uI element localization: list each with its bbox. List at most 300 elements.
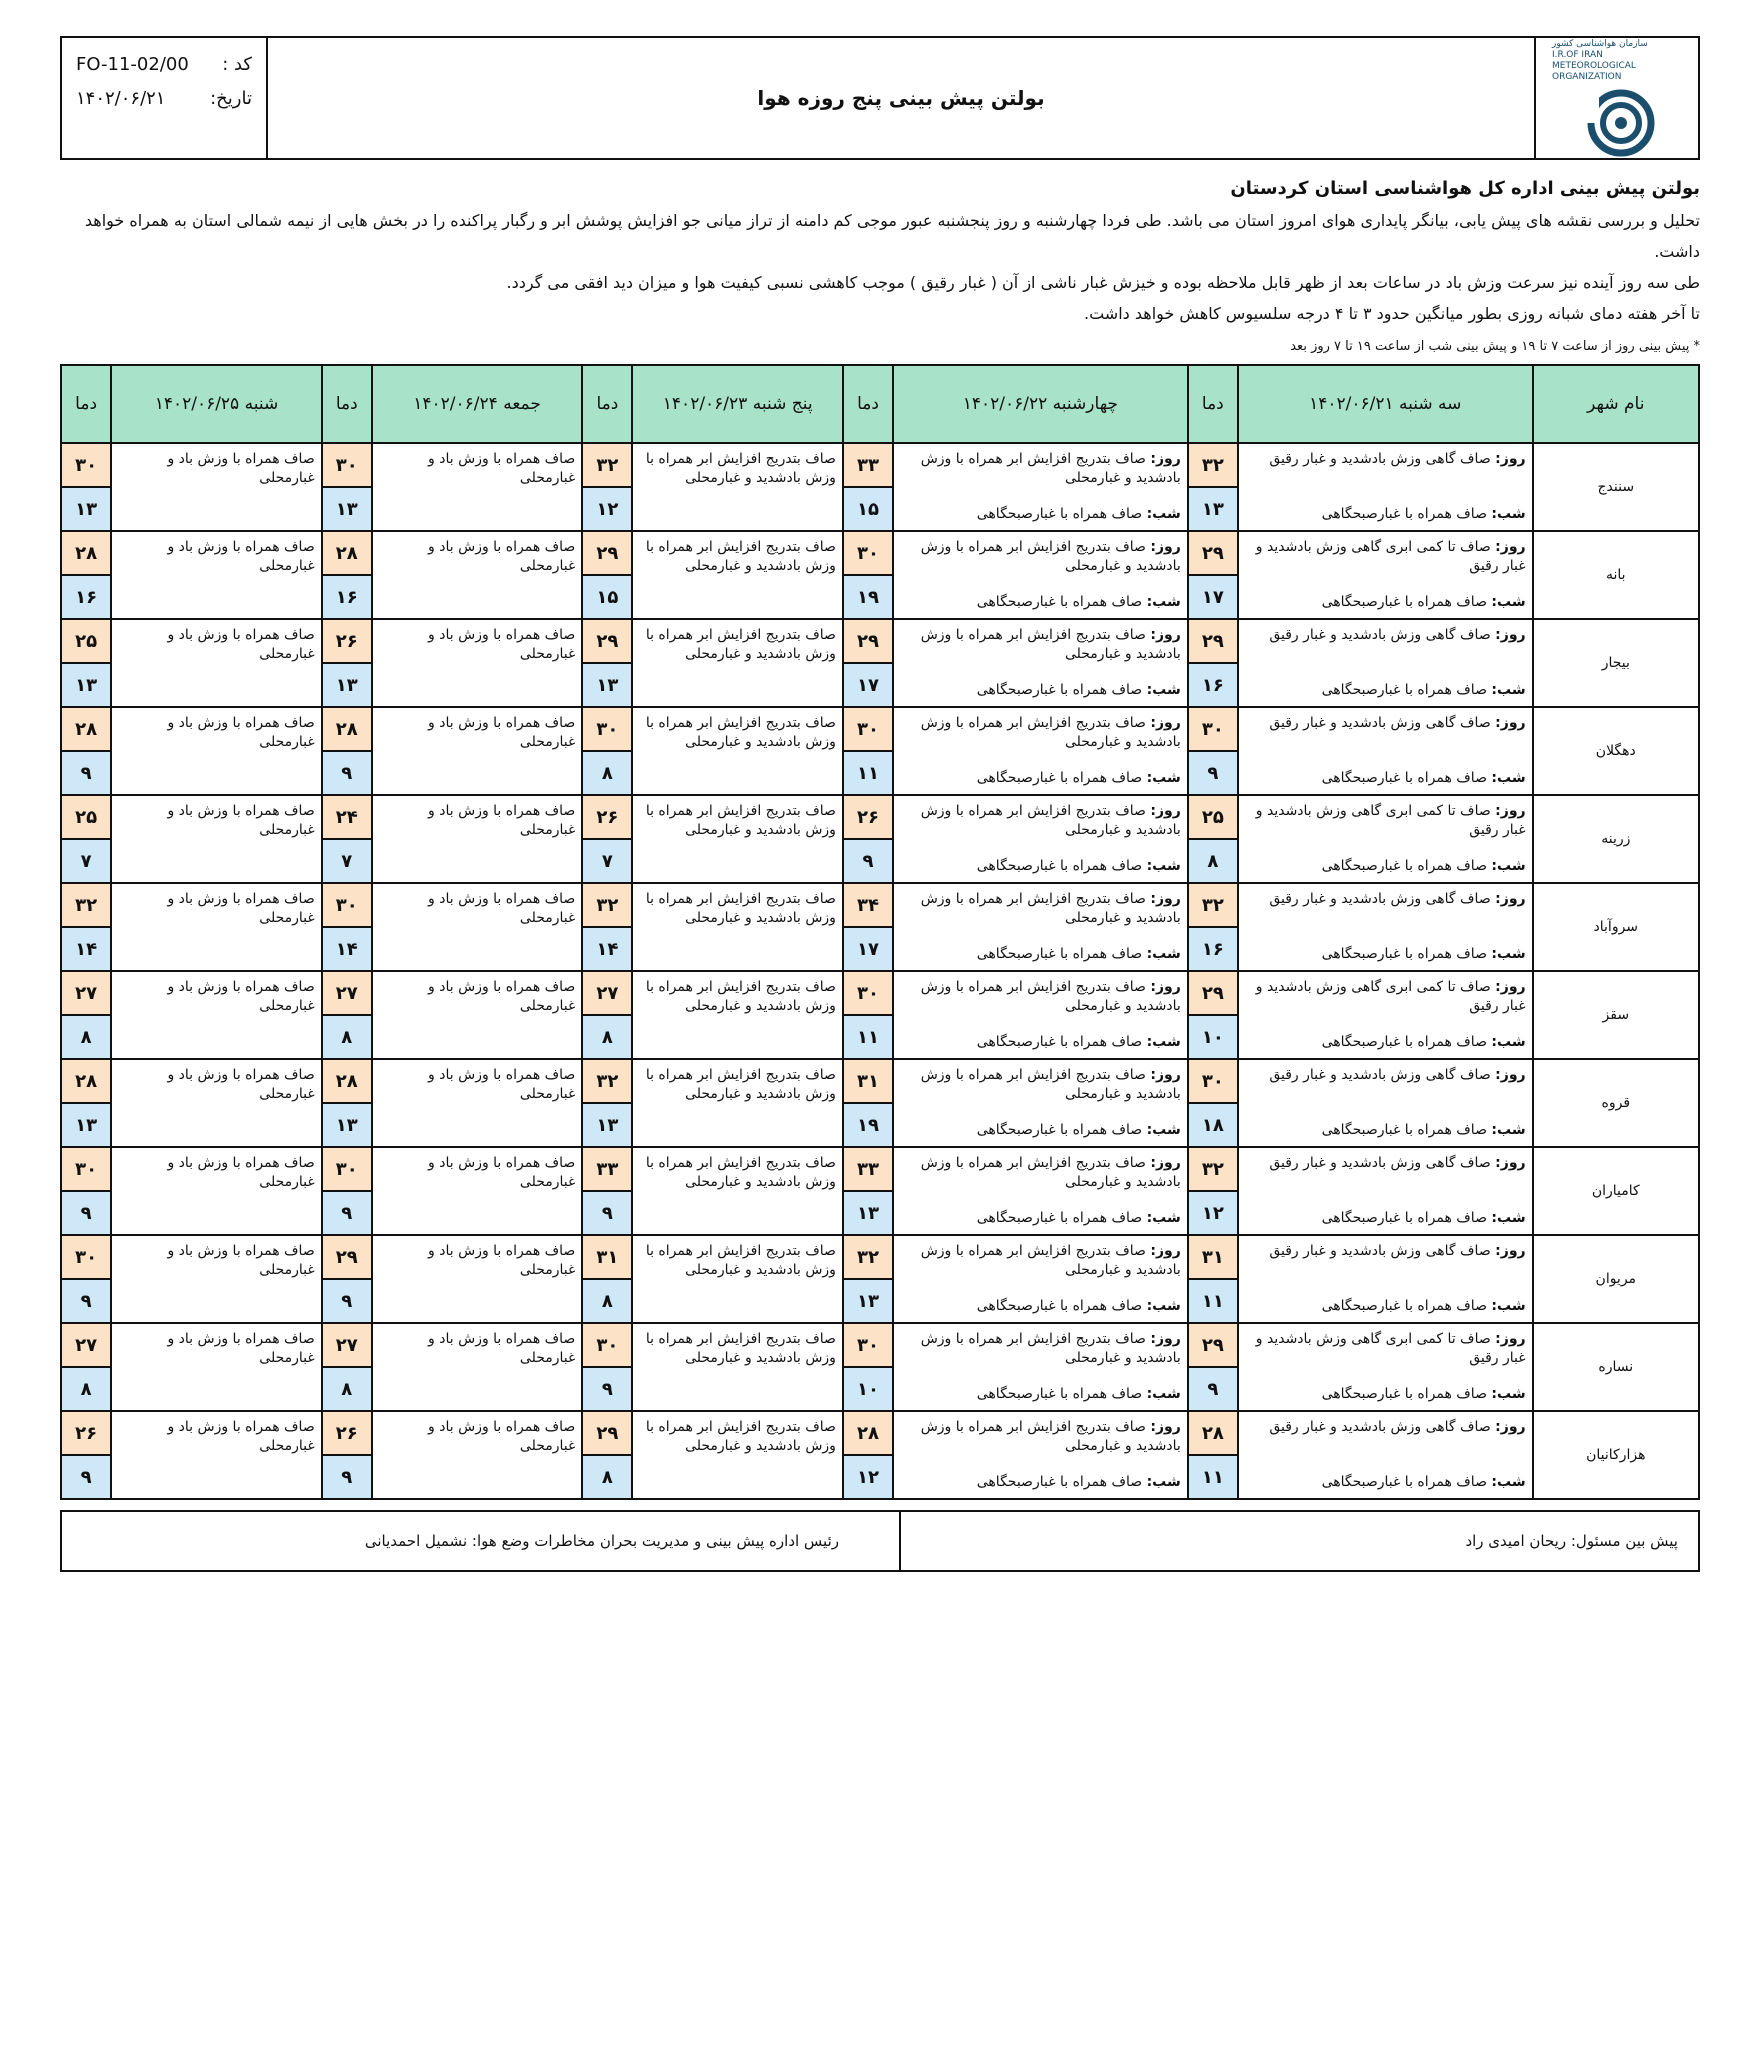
max-temp: ۲۶ (323, 620, 371, 664)
min-temp: ۹ (62, 1192, 110, 1234)
min-temp: ۱۲ (844, 1456, 892, 1498)
forecast-table (60, 364, 1700, 1500)
day-label: روز: (1150, 803, 1181, 819)
night-forecast-text: صاف همراه با غبارصبحگاهی (1321, 1386, 1487, 1402)
forecast-day-1 (1238, 795, 1533, 883)
day-forecast-text: صاف بتدریج افزایش ابر همراه با وزش بادشدید و غبارمحلی (920, 891, 1181, 926)
city-name: سروآباد (1533, 883, 1699, 971)
bulletin-text (60, 205, 1700, 329)
table-row (61, 1235, 1699, 1323)
forecast-day-3: صاف بتدریج افزایش ابر همراه با وزش بادشدید و غبارمحلی (632, 1411, 843, 1499)
min-temp: ۷ (583, 840, 631, 882)
day-forecast-text: صاف گاهی وزش بادشدید و غبار رقیق (1269, 627, 1491, 643)
day-forecast-text: صاف تا کمی ابری گاهی وزش بادشدید و غبار رقیق (1255, 979, 1526, 1014)
max-temp: ۳۲ (583, 884, 631, 928)
max-temp: ۲۶ (844, 796, 892, 840)
min-temp: ۸ (323, 1368, 371, 1410)
day-label: روز: (1495, 1067, 1526, 1083)
temp-cell (1188, 795, 1238, 883)
table-row (61, 883, 1699, 971)
day-forecast-text: صاف گاهی وزش بادشدید و غبار رقیق (1269, 451, 1491, 467)
forecast-day-3: صاف بتدریج افزایش ابر همراه با وزش بادشدید و غبارمحلی (632, 707, 843, 795)
min-temp: ۱۶ (1189, 928, 1237, 970)
min-temp: ۷ (323, 840, 371, 882)
min-temp: ۸ (583, 1280, 631, 1322)
night-label: شب: (1491, 1298, 1526, 1314)
max-temp: ۳۱ (844, 1060, 892, 1104)
night-forecast-text: صاف همراه با غبارصبحگاهی (1321, 858, 1487, 874)
max-temp: ۲۷ (62, 1324, 110, 1368)
city-name: قروه (1533, 1059, 1699, 1147)
org-name-en-3: ORGANIZATION (1552, 72, 1622, 82)
forecast-day-1 (1238, 971, 1533, 1059)
max-temp: ۳۰ (62, 1236, 110, 1280)
forecast-day-5: صاف همراه با وزش باد و غبارمحلی (111, 531, 322, 619)
min-temp: ۹ (323, 1192, 371, 1234)
temp-cell (582, 1059, 632, 1147)
city-name: زرینه (1533, 795, 1699, 883)
temp-cell (61, 443, 111, 531)
day-forecast-text: صاف بتدریج افزایش ابر همراه با وزش بادشدید و غبارمحلی (920, 1155, 1181, 1190)
min-temp: ۸ (62, 1016, 110, 1058)
forecast-day-5: صاف همراه با وزش باد و غبارمحلی (111, 1411, 322, 1499)
max-temp: ۲۷ (62, 972, 110, 1016)
night-forecast-text: صاف همراه با غبارصبحگاهی (1321, 1210, 1487, 1226)
min-temp: ۱۴ (583, 928, 631, 970)
max-temp: ۲۹ (844, 620, 892, 664)
day-label: روز: (1495, 1419, 1526, 1435)
max-temp: ۳۲ (844, 1236, 892, 1280)
forecast-day-3: صاف بتدریج افزایش ابر همراه با وزش بادشدید و غبارمحلی (632, 531, 843, 619)
night-label: شب: (1146, 1298, 1181, 1314)
table-row (61, 1411, 1699, 1499)
temp-cell (61, 971, 111, 1059)
forecast-day-1 (1238, 1323, 1533, 1411)
min-temp: ۱۴ (323, 928, 371, 970)
min-temp: ۸ (62, 1368, 110, 1410)
temp-cell (582, 971, 632, 1059)
min-temp: ۱۳ (323, 488, 371, 530)
meteorological-logo-icon (1577, 87, 1657, 157)
min-temp: ۱۹ (844, 576, 892, 618)
forecast-day-5: صاف همراه با وزش باد و غبارمحلی (111, 883, 322, 971)
night-label: شب: (1146, 946, 1181, 962)
day-label: روز: (1150, 715, 1181, 731)
col-temp-header: دما (1188, 365, 1238, 443)
max-temp: ۳۰ (323, 884, 371, 928)
day-forecast-text: صاف بتدریج افزایش ابر همراه با وزش بادشدید و غبارمحلی (920, 1419, 1181, 1454)
max-temp: ۳۰ (62, 444, 110, 488)
forecast-day-1 (1238, 443, 1533, 531)
night-label: شب: (1146, 858, 1181, 874)
temp-cell (1188, 971, 1238, 1059)
min-temp: ۱۶ (323, 576, 371, 618)
max-temp: ۲۵ (62, 796, 110, 840)
day-label: روز: (1495, 715, 1526, 731)
day-label: روز: (1495, 979, 1526, 995)
min-temp: ۹ (323, 1456, 371, 1498)
night-forecast-text: صاف همراه با غبارصبحگاهی (976, 858, 1143, 874)
max-temp: ۳۲ (1189, 1148, 1237, 1192)
temp-cell (61, 1323, 111, 1411)
temp-cell (843, 443, 893, 531)
temp-cell (1188, 619, 1238, 707)
forecast-day-3: صاف بتدریج افزایش ابر همراه با وزش بادشدید و غبارمحلی (632, 795, 843, 883)
min-temp: ۱۰ (1189, 1016, 1237, 1058)
day-forecast-text: صاف تا کمی ابری گاهی وزش بادشدید و غبار رقیق (1255, 539, 1526, 574)
day-forecast-text: صاف تا کمی ابری گاهی وزش بادشدید و غبار رقیق (1255, 803, 1526, 838)
temp-cell (843, 1147, 893, 1235)
temp-cell (843, 971, 893, 1059)
max-temp: ۲۸ (323, 1060, 371, 1104)
day-label: روز: (1495, 627, 1526, 643)
forecast-day-2 (893, 1059, 1188, 1147)
forecast-day-4: صاف همراه با وزش باد و غبارمحلی (372, 1323, 583, 1411)
forecast-day-4: صاف همراه با وزش باد و غبارمحلی (372, 1411, 583, 1499)
temp-cell (582, 795, 632, 883)
temp-cell (61, 707, 111, 795)
forecast-day-5: صاف همراه با وزش باد و غبارمحلی (111, 971, 322, 1059)
day-forecast-text: صاف بتدریج افزایش ابر همراه با وزش بادشدید و غبارمحلی (920, 1331, 1181, 1366)
night-label: شب: (1146, 770, 1181, 786)
min-temp: ۱۳ (583, 664, 631, 706)
day-label: روز: (1150, 1243, 1181, 1259)
min-temp: ۱۸ (1189, 1104, 1237, 1146)
day-label: روز: (1150, 1419, 1181, 1435)
col-temp-header: دما (61, 365, 111, 443)
min-temp: ۱۲ (1189, 1192, 1237, 1234)
day-forecast-text: صاف بتدریج افزایش ابر همراه با وزش بادشدید و غبارمحلی (920, 803, 1181, 838)
night-forecast-text: صاف همراه با غبارصبحگاهی (976, 946, 1143, 962)
night-forecast-text: صاف همراه با غبارصبحگاهی (976, 1034, 1143, 1050)
max-temp: ۳۳ (844, 1148, 892, 1192)
temp-cell (322, 971, 372, 1059)
min-temp: ۱۱ (1189, 1280, 1237, 1322)
bulletin-page (60, 36, 1700, 1572)
forecast-day-2 (893, 883, 1188, 971)
min-temp: ۱۱ (844, 752, 892, 794)
max-temp: ۳۲ (1189, 444, 1237, 488)
day-forecast-text: صاف گاهی وزش بادشدید و غبار رقیق (1269, 715, 1491, 731)
night-label: شب: (1491, 1474, 1526, 1490)
min-temp: ۱۳ (583, 1104, 631, 1146)
forecast-day-4: صاف همراه با وزش باد و غبارمحلی (372, 707, 583, 795)
temp-cell (1188, 531, 1238, 619)
min-temp: ۹ (1189, 1368, 1237, 1410)
max-temp: ۲۶ (583, 796, 631, 840)
min-temp: ۱۷ (1189, 576, 1237, 618)
table-row (61, 795, 1699, 883)
date-label: تاریخ: (210, 88, 252, 109)
city-name: کامیاران (1533, 1147, 1699, 1235)
temp-cell (322, 531, 372, 619)
city-name: بیجار (1533, 619, 1699, 707)
max-temp: ۲۸ (62, 1060, 110, 1104)
bulletin-title: بولتن پیش بینی اداره کل هواشناسی استان کردستان (1230, 178, 1700, 199)
max-temp: ۲۹ (1189, 532, 1237, 576)
day-label: روز: (1495, 891, 1526, 907)
code-label: کد : (222, 54, 252, 75)
night-forecast-text: صاف همراه با غبارصبحگاهی (976, 1474, 1143, 1490)
day-forecast-text: صاف گاهی وزش بادشدید و غبار رقیق (1269, 1067, 1491, 1083)
min-temp: ۱۱ (844, 1016, 892, 1058)
min-temp: ۹ (62, 752, 110, 794)
temp-cell (322, 1147, 372, 1235)
temp-cell (1188, 883, 1238, 971)
temp-cell (1188, 707, 1238, 795)
night-forecast-text: صاف همراه با غبارصبحگاهی (976, 1386, 1143, 1402)
max-temp: ۳۳ (583, 1148, 631, 1192)
day-label: روز: (1150, 1067, 1181, 1083)
max-temp: ۲۹ (583, 620, 631, 664)
night-forecast-text: صاف همراه با غبارصبحگاهی (976, 682, 1143, 698)
forecast-day-1 (1238, 1411, 1533, 1499)
min-temp: ۱۶ (62, 576, 110, 618)
forecast-day-4: صاف همراه با وزش باد و غبارمحلی (372, 531, 583, 619)
day-forecast-text: صاف بتدریج افزایش ابر همراه با وزش بادشدید و غبارمحلی (920, 539, 1181, 574)
max-temp: ۳۱ (583, 1236, 631, 1280)
table-row (61, 971, 1699, 1059)
max-temp: ۳۲ (1189, 884, 1237, 928)
max-temp: ۳۰ (1189, 708, 1237, 752)
night-label: شب: (1146, 506, 1181, 522)
max-temp: ۳۰ (844, 532, 892, 576)
max-temp: ۲۸ (62, 532, 110, 576)
max-temp: ۳۰ (1189, 1060, 1237, 1104)
night-forecast-text: صاف همراه با غبارصبحگاهی (1321, 594, 1487, 610)
table-row (61, 1059, 1699, 1147)
temp-cell (843, 1411, 893, 1499)
temp-cell (582, 1411, 632, 1499)
day-label: روز: (1150, 979, 1181, 995)
day-label: روز: (1495, 1155, 1526, 1171)
forecast-day-2 (893, 707, 1188, 795)
forecast-day-3: صاف بتدریج افزایش ابر همراه با وزش بادشدید و غبارمحلی (632, 1059, 843, 1147)
day-forecast-text: صاف بتدریج افزایش ابر همراه با وزش بادشدید و غبارمحلی (920, 715, 1181, 750)
temp-cell (582, 707, 632, 795)
temp-cell (61, 1235, 111, 1323)
forecast-day-3: صاف بتدریج افزایش ابر همراه با وزش بادشدید و غبارمحلی (632, 1323, 843, 1411)
temp-cell (843, 1235, 893, 1323)
forecast-day-4: صاف همراه با وزش باد و غبارمحلی (372, 883, 583, 971)
forecast-day-2 (893, 531, 1188, 619)
max-temp: ۲۷ (323, 972, 371, 1016)
day-label: روز: (1495, 803, 1526, 819)
max-temp: ۳۰ (323, 1148, 371, 1192)
max-temp: ۲۶ (323, 1412, 371, 1456)
day-forecast-text: صاف گاهی وزش بادشدید و غبار رقیق (1269, 1155, 1491, 1171)
temp-cell (582, 1235, 632, 1323)
temp-cell (322, 443, 372, 531)
max-temp: ۳۰ (583, 708, 631, 752)
min-temp: ۸ (583, 752, 631, 794)
col-temp-header: دما (322, 365, 372, 443)
forecast-day-2 (893, 619, 1188, 707)
col-day-2-header: چهارشنبه ۱۴۰۲/۰۶/۲۲ (893, 365, 1188, 443)
night-label: شب: (1146, 1386, 1181, 1402)
bulletin-paragraph-1: تحلیل و بررسی نقشه های پیش یابی، بیانگر پایداری هوای امروز استان می باشد. طی فردا چهارشنبه و روز پنجشنبه عبور موجی کم دامنه از تراز میانی جو افزایش پوشش ابر و رگبار پراکنده را در بخش هایی از نیمه شمالی استان به همراه خواهد داشت. (84, 211, 1700, 261)
forecast-day-2 (893, 1147, 1188, 1235)
max-temp: ۲۸ (1189, 1412, 1237, 1456)
forecast-day-5: صاف همراه با وزش باد و غبارمحلی (111, 1147, 322, 1235)
temp-cell (582, 619, 632, 707)
forecast-day-3: صاف بتدریج افزایش ابر همراه با وزش بادشدید و غبارمحلی (632, 619, 843, 707)
max-temp: ۳۰ (844, 1324, 892, 1368)
forecast-day-5: صاف همراه با وزش باد و غبارمحلی (111, 1323, 322, 1411)
org-name-en-2: METEOROLOGICAL (1552, 61, 1636, 71)
max-temp: ۲۹ (1189, 620, 1237, 664)
max-temp: ۳۲ (62, 884, 110, 928)
min-temp: ۹ (323, 1280, 371, 1322)
max-temp: ۲۹ (583, 1412, 631, 1456)
min-temp: ۱۳ (844, 1280, 892, 1322)
temp-cell (322, 1235, 372, 1323)
temp-cell (582, 883, 632, 971)
max-temp: ۲۷ (583, 972, 631, 1016)
min-temp: ۱۱ (1189, 1456, 1237, 1498)
forecaster-signature: پیش بین مسئول: ریحان امیدی راد (899, 1512, 1698, 1570)
night-label: شب: (1491, 1122, 1526, 1138)
max-temp: ۲۹ (583, 532, 631, 576)
forecast-day-4: صاف همراه با وزش باد و غبارمحلی (372, 443, 583, 531)
temp-cell (582, 531, 632, 619)
temp-cell (322, 1411, 372, 1499)
min-temp: ۱۵ (844, 488, 892, 530)
table-row (61, 1323, 1699, 1411)
forecast-day-4: صاف همراه با وزش باد و غبارمحلی (372, 1147, 583, 1235)
min-temp: ۹ (583, 1368, 631, 1410)
day-forecast-text: صاف گاهی وزش بادشدید و غبار رقیق (1269, 1419, 1491, 1435)
min-temp: ۱۵ (583, 576, 631, 618)
temp-cell (61, 1147, 111, 1235)
min-temp: ۹ (62, 1280, 110, 1322)
forecast-day-1 (1238, 883, 1533, 971)
day-label: روز: (1150, 891, 1181, 907)
col-day-1-header: سه شنبه ۱۴۰۲/۰۶/۲۱ (1238, 365, 1533, 443)
max-temp: ۳۳ (844, 444, 892, 488)
col-day-3-header: پنج شنبه ۱۴۰۲/۰۶/۲۳ (632, 365, 843, 443)
city-name: بانه (1533, 531, 1699, 619)
min-temp: ۹ (323, 752, 371, 794)
max-temp: ۲۹ (1189, 1324, 1237, 1368)
temp-cell (843, 1059, 893, 1147)
temp-cell (843, 883, 893, 971)
forecast-day-4: صاف همراه با وزش باد و غبارمحلی (372, 619, 583, 707)
max-temp: ۳۰ (62, 1148, 110, 1192)
forecast-day-1 (1238, 1235, 1533, 1323)
max-temp: ۳۲ (583, 444, 631, 488)
max-temp: ۲۸ (323, 708, 371, 752)
temp-cell (61, 531, 111, 619)
max-temp: ۲۵ (62, 620, 110, 664)
min-temp: ۱۳ (1189, 488, 1237, 530)
day-label: روز: (1150, 451, 1181, 467)
max-temp: ۲۵ (1189, 796, 1237, 840)
day-forecast-text: صاف بتدریج افزایش ابر همراه با وزش بادشدید و غبارمحلی (920, 1243, 1181, 1278)
forecast-day-2 (893, 971, 1188, 1059)
night-forecast-text: صاف همراه با غبارصبحگاهی (1321, 770, 1487, 786)
city-name: نساره (1533, 1323, 1699, 1411)
night-label: شب: (1491, 1210, 1526, 1226)
night-label: شب: (1491, 1386, 1526, 1402)
header (60, 36, 1700, 160)
table-row (61, 531, 1699, 619)
night-label: شب: (1491, 770, 1526, 786)
bulletin-paragraph-2: طی سه روز آینده نیز سرعت وزش باد در ساعات بعد از ظهر قابل ملاحظه بوده و خیزش غبار ناشی از آن ( غبار رقیق ) موجب کاهشی نسبی کیفیت هوا و میزان دید افقی می گردد. (506, 273, 1700, 292)
min-temp: ۹ (62, 1456, 110, 1498)
day-label: روز: (1495, 539, 1526, 555)
forecast-day-3: صاف بتدریج افزایش ابر همراه با وزش بادشدید و غبارمحلی (632, 971, 843, 1059)
temp-cell (61, 1411, 111, 1499)
day-forecast-text: صاف بتدریج افزایش ابر همراه با وزش بادشدید و غبارمحلی (920, 627, 1181, 662)
day-label: روز: (1495, 451, 1526, 467)
temp-cell (843, 1323, 893, 1411)
forecast-day-4: صاف همراه با وزش باد و غبارمحلی (372, 1235, 583, 1323)
forecast-day-5: صاف همراه با وزش باد و غبارمحلی (111, 1235, 322, 1323)
min-temp: ۹ (1189, 752, 1237, 794)
org-name-en-1: I.R.OF IRAN (1552, 50, 1603, 60)
temp-cell (1188, 1411, 1238, 1499)
forecast-day-3: صاف بتدریج افزایش ابر همراه با وزش بادشدید و غبارمحلی (632, 1147, 843, 1235)
min-temp: ۹ (844, 840, 892, 882)
max-temp: ۳۲ (583, 1060, 631, 1104)
forecast-day-2 (893, 1323, 1188, 1411)
min-temp: ۱۶ (1189, 664, 1237, 706)
temp-cell (322, 795, 372, 883)
night-label: شب: (1491, 506, 1526, 522)
night-label: شب: (1491, 594, 1526, 610)
forecast-note: * پیش بینی روز از ساعت ۷ تا ۱۹ و پیش بینی شب از ساعت ۱۹ تا ۷ روز بعد (1290, 339, 1700, 354)
night-forecast-text: صاف همراه با غبارصبحگاهی (1321, 1122, 1487, 1138)
temp-cell (61, 619, 111, 707)
day-forecast-text: صاف گاهی وزش بادشدید و غبار رقیق (1269, 1243, 1491, 1259)
temp-cell (61, 883, 111, 971)
max-temp: ۳۱ (1189, 1236, 1237, 1280)
forecast-day-3: صاف بتدریج افزایش ابر همراه با وزش بادشدید و غبارمحلی (632, 883, 843, 971)
max-temp: ۲۹ (1189, 972, 1237, 1016)
col-temp-header: دما (843, 365, 893, 443)
day-forecast-text: صاف گاهی وزش بادشدید و غبار رقیق (1269, 891, 1491, 907)
forecast-day-5: صاف همراه با وزش باد و غبارمحلی (111, 1059, 322, 1147)
forecast-day-5: صاف همراه با وزش باد و غبارمحلی (111, 795, 322, 883)
head-signature: رئیس اداره پیش بینی و مدیریت بحران مخاطرات وضع هوا: نشمیل احمدیانی (364, 1532, 839, 1550)
night-forecast-text: صاف همراه با غبارصبحگاهی (1321, 1474, 1487, 1490)
day-label: روز: (1150, 627, 1181, 643)
night-label: شب: (1491, 858, 1526, 874)
page-title: بولتن پیش بینی پنج روزه هوا (757, 86, 1045, 110)
night-forecast-text: صاف همراه با غبارصبحگاهی (976, 1298, 1143, 1314)
forecast-day-4: صاف همراه با وزش باد و غبارمحلی (372, 1059, 583, 1147)
logo-box (1534, 38, 1698, 158)
forecast-day-2 (893, 1411, 1188, 1499)
min-temp: ۱۰ (844, 1368, 892, 1410)
temp-cell (582, 1147, 632, 1235)
table-row (61, 619, 1699, 707)
forecast-day-2 (893, 443, 1188, 531)
max-temp: ۲۴ (323, 796, 371, 840)
min-temp: ۱۲ (583, 488, 631, 530)
min-temp: ۸ (323, 1016, 371, 1058)
night-forecast-text: صاف همراه با غبارصبحگاهی (976, 770, 1143, 786)
night-forecast-text: صاف همراه با غبارصبحگاهی (976, 594, 1143, 610)
footer (60, 1510, 1700, 1572)
forecast-day-4: صاف همراه با وزش باد و غبارمحلی (372, 795, 583, 883)
col-city-header: نام شهر (1533, 365, 1699, 443)
day-label: روز: (1150, 1331, 1181, 1347)
day-forecast-text: صاف بتدریج افزایش ابر همراه با وزش بادشدید و غبارمحلی (920, 1067, 1181, 1102)
table-row (61, 443, 1699, 531)
day-label: روز: (1150, 539, 1181, 555)
